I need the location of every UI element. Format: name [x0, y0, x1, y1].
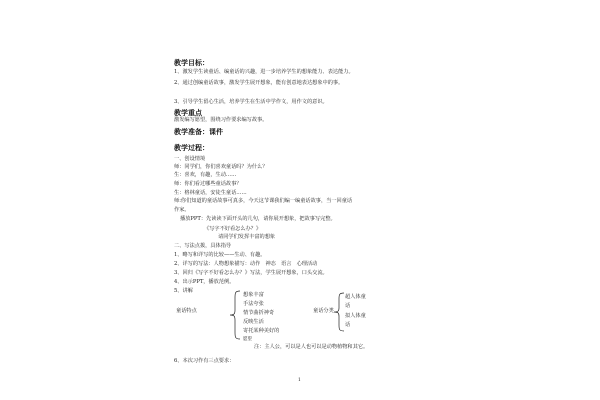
process-line: 《写字不好看怎么办？》 [204, 226, 262, 232]
requirements-line: 6、本次习作有三点要求： [174, 358, 235, 364]
feature-item: 想象丰富 [243, 292, 264, 298]
objective-2: 2、通过创编童话故事，激发学生展开想象，能有创意地表达想象中的事。 [174, 80, 344, 86]
protagonist-note: 注：主人公，可以是人也可以是动物植物和其它。 [254, 344, 369, 350]
page-number: 1 [298, 378, 301, 383]
process-line: 3、回归《写字不好看怎么办？》写法，学生展开想象，口头交流。 [174, 270, 328, 276]
key-heading: 教学重点 [174, 108, 202, 117]
key-text: 激发编写愿望，围绕习作要求编写故事。 [174, 117, 268, 123]
prep-heading: 教学准备：课件 [174, 127, 223, 136]
type-item: 拟人体童 [345, 313, 366, 319]
process-line: 5、讲解 [174, 288, 193, 294]
process-line: 4、出示PPT，播放范例。 [174, 279, 235, 285]
types-label: 童话分类 [313, 308, 334, 314]
feature-item: 手法夸张 [243, 301, 264, 307]
process-line: 1、略写和详写的比较——生动、有趣。 [174, 252, 266, 258]
type-item: 话 [345, 303, 351, 309]
process-line: 一、创设情境 [174, 156, 206, 162]
feature-item: 情节曲折神奇 [243, 310, 275, 316]
process-line: 师:你们知道的童话故事可真多，今天这节课我们编一编童话故事，当一回童话 [174, 198, 353, 204]
feature-item: 愿望 [243, 337, 252, 342]
process-line: 二、写法点拨，具体指导 [174, 243, 232, 249]
objectives-heading: 教学目标： [174, 58, 209, 67]
objective-1: 1、激发学生读童话、编童话的兴趣，进一步培养学生的想象能力、表达能力。 [174, 69, 354, 75]
type-item: 话 [345, 322, 351, 328]
types-brace [333, 292, 345, 332]
process-line: 2、详写的写法：人物想象描写：动作 神态 语言 心理活动 [174, 261, 318, 267]
process-line: 师：你们看过哪些童话故事？ [174, 181, 242, 187]
process-line: 作家。 [174, 207, 190, 213]
features-brace [229, 290, 241, 340]
process-line: 播放PPT：先读读下面开头的几句，请你展开想象，把故事写完整。 [180, 216, 336, 222]
objective-3: 3、引导学生留心生活，培养学生在生活中学作文，用作文的意识。 [174, 99, 328, 105]
feature-item: 反映生活 [243, 319, 264, 325]
type-item: 超人体童 [345, 294, 366, 300]
process-heading: 教学过程： [174, 143, 209, 152]
feature-item: 寄托某种美好的 [243, 328, 280, 334]
features-label: 童话特点 [176, 308, 197, 314]
process-line: 生：喜欢，有趣，生动…… [174, 172, 237, 178]
process-line: 生：格林童话，安徒生童话…… [174, 190, 247, 196]
process-line: 师：同学们，你们喜欢童话吗？为什么？ [174, 164, 268, 170]
process-line: 请同学们发挥丰富的想象 [218, 234, 276, 240]
